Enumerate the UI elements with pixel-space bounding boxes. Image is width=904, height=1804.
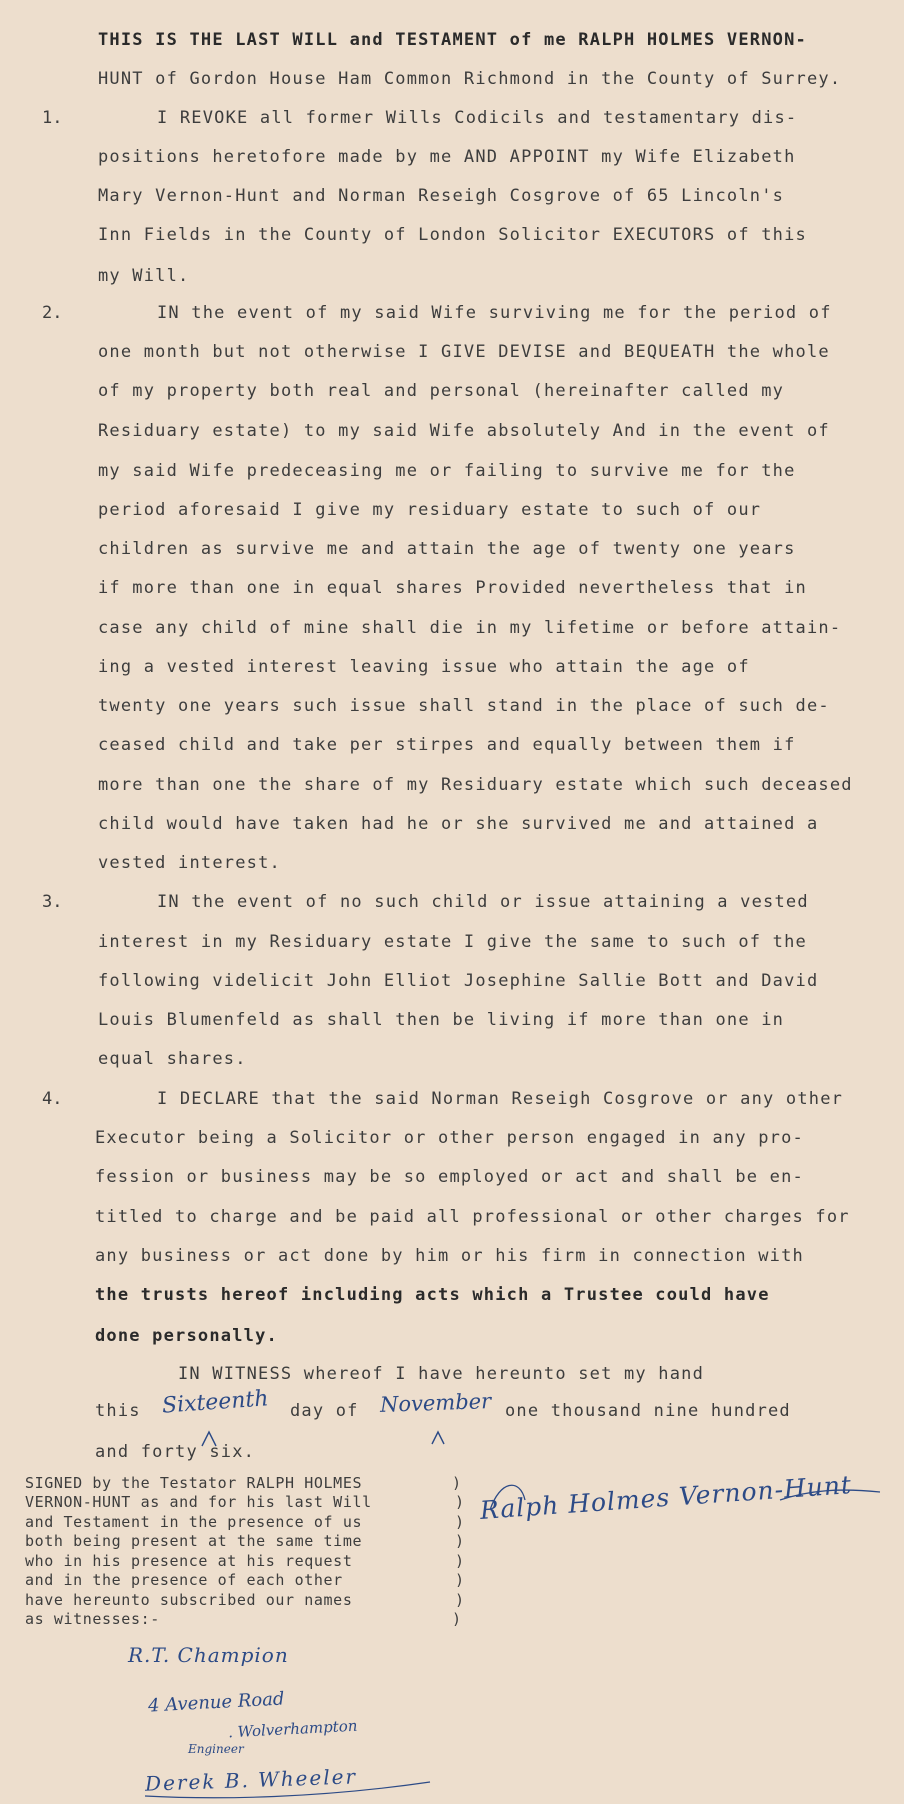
clause-2-line: ing a vested interest leaving issue who attain the age of [98,657,750,677]
clause-2-line: children as survive me and attain the age of twenty one years [98,539,796,559]
brace-mark: ) [455,1571,465,1589]
brace-mark: ) [452,1474,462,1492]
brace-mark: ) [455,1493,465,1511]
clause-2-line: one month but not otherwise I GIVE DEVISE and BEQUEATH the whole [98,342,830,362]
witness-2-name: Derek B. Wheeler [144,1764,358,1796]
clause-3-number: 3. [42,892,63,912]
attestation-line: both being present at the same time [25,1532,363,1550]
caret-mark-icon [200,1428,220,1448]
testimonium-year-text: one thousand nine hundred [505,1401,791,1421]
clause-4-line: the trusts hereof including acts which a Trustee could have [95,1285,770,1305]
clause-2-line: twenty one years such issue shall stand in the place of such de- [98,696,830,716]
clause-2-line: ceased child and take per stirpes and equally between them if [98,735,796,755]
clause-3-line: equal shares. [98,1049,247,1069]
clause-2-line: Residuary estate) to my said Wife absolutely And in the event of [98,421,830,441]
clause-4-line: any business or act done by him or his firm in connection with [95,1246,804,1266]
clause-2-line: of my property both real and personal (hereinafter called my [98,381,785,401]
clause-2-line: case any child of mine shall die in my lifetime or before attain- [98,618,842,638]
testator-signature: Ralph Holmes Vernon-Hunt [478,1470,853,1525]
testimonium-this: this [95,1401,141,1421]
testimonium-day-of: day of [290,1401,359,1421]
intro-line-1: THIS IS THE LAST WILL and TESTAMENT of me RALPH HOLMES VERNON- [98,30,807,50]
witness-1-occupation: Engineer [188,1742,244,1756]
intro-line-2: HUNT of Gordon House Ham Common Richmond in the County of Surrey. [98,69,842,89]
handwritten-day: Sixteenth [161,1386,270,1419]
attestation-line: SIGNED by the Testator RALPH HOLMES [25,1474,363,1492]
clause-1-line: Mary Vernon-Hunt and Norman Reseigh Cosgrove of 65 Lincoln's [98,186,785,206]
testimonium-line-1: IN WITNESS whereof I have hereunto set my hand [178,1364,705,1384]
attestation-line: and in the presence of each other [25,1571,343,1589]
witness-1-address-line-1: 4 Avenue Road [147,1688,285,1717]
witness-1-name: R.T. Champion [128,1643,289,1667]
clause-2-line: child would have taken had he or she survived me and attained a [98,814,819,834]
witness-signature-underline [140,1776,440,1802]
clause-4-number: 4. [42,1089,63,1109]
brace-mark: ) [452,1610,462,1628]
clause-3-line: IN the event of no such child or issue attaining a vested [157,892,809,912]
attestation-line: have hereunto subscribed our names [25,1591,353,1609]
attestation-line: and Testament in the presence of us [25,1513,363,1531]
clause-2-line: period aforesaid I give my residuary estate to such of our [98,500,762,520]
clause-1-line: I REVOKE all former Wills Codicils and testamentary dis- [157,108,798,128]
handwritten-month: November [379,1389,492,1417]
clause-2-number: 2. [42,303,63,323]
clause-3-line: Louis Blumenfeld as shall then be living if more than one in [98,1010,785,1030]
clause-2-line: IN the event of my said Wife surviving me for the period of [157,303,832,323]
brace-mark: ) [455,1513,465,1531]
clause-2-line: my said Wife predeceasing me or failing to survive me for the [98,461,796,481]
attestation-line: VERNON-HUNT as and for his last Will [25,1493,372,1511]
clause-1-number: 1. [42,108,63,128]
clause-3-line: following videlicit John Elliot Josephine Sallie Bott and David [98,971,819,991]
brace-mark: ) [455,1532,465,1550]
signature-flourish [480,1470,890,1540]
testimonium-line-3: and forty six. [95,1442,256,1462]
brace-mark: ) [455,1591,465,1609]
brace-mark: ) [455,1552,465,1570]
clause-1-line: Inn Fields in the County of London Solicitor EXECUTORS of this [98,225,807,245]
clause-4-line: I DECLARE that the said Norman Reseigh Cosgrove or any other [157,1089,844,1109]
attestation-line: who in his presence at his request [25,1552,353,1570]
clause-4-line: done personally. [95,1326,278,1346]
clause-2-line: if more than one in equal shares Provided nevertheless that in [98,578,807,598]
clause-4-line: fession or business may be so employed or act and shall be en- [95,1167,804,1187]
caret-mark-icon [430,1428,450,1448]
clause-4-line: titled to charge and be paid all professional or other charges for [95,1207,850,1227]
clause-4-line: Executor being a Solicitor or other person engaged in any pro- [95,1128,804,1148]
clause-2-line: vested interest. [98,853,281,873]
clause-2-line: more than one the share of my Residuary estate which such deceased [98,775,853,795]
attestation-line: as witnesses:- [25,1610,160,1628]
clause-1-line: positions heretofore made by me AND APPOINT my Wife Elizabeth [98,147,796,167]
witness-1-address-line-2: . Wolverhampton [227,1716,358,1742]
clause-1-line: my Will. [98,266,190,286]
clause-3-line: interest in my Residuary estate I give the same to such of the [98,932,807,952]
